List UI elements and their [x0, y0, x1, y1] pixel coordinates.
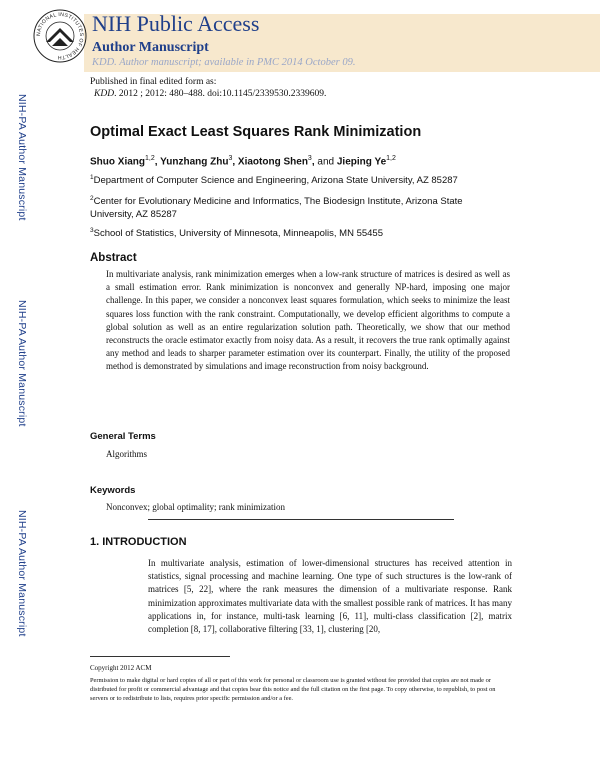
nih-public-access-title: NIH Public Access [92, 11, 260, 36]
author-name: Xiaotong Shen [237, 156, 308, 168]
nih-logo-icon [32, 8, 88, 64]
introduction-heading: 1. INTRODUCTION [90, 536, 187, 548]
author-affiliation-ref: 3 [307, 155, 312, 162]
affiliation-number: 2 [90, 195, 94, 202]
sidebar-label: NIH-PA Author Manuscript [16, 509, 28, 637]
publication-info [90, 76, 570, 100]
citation-details: . 2012 ; 2012: 480–488. doi:10.1145/2339530.2339609. [114, 89, 327, 99]
author-name: Yunzhang Zhu [160, 156, 229, 168]
abstract-heading: Abstract [90, 252, 137, 264]
affiliation-number: 3 [90, 227, 94, 234]
journal-name: KDD [94, 89, 115, 99]
svg-text:NATIONAL INSTITUTES OF HEALTH [36, 12, 84, 60]
paper-title: Optimal Exact Least Squares Rank Minimization [90, 124, 422, 140]
author-affiliation-ref: 3 [228, 155, 233, 162]
affiliation-text: School of Statistics, University of Minnesota, Minneapolis, MN 55455 [93, 228, 383, 240]
author-list: Shuo Xiang$^{1,2}$, Yunzhang Zhu$^3$, Xiaotong Shen$^3$, and Jieping Ye$^{1,2}$ [90, 155, 396, 168]
citation [90, 88, 570, 100]
footnote-divider [90, 656, 230, 657]
affiliation [90, 192, 480, 221]
general-terms-text: Algorithms [106, 449, 148, 459]
author-affiliation-ref: 1,2 [145, 155, 155, 162]
affiliation-text: Department of Computer Science and Engineering, Arizona State University, AZ 85287 [93, 175, 458, 187]
introduction-text: In multivariate analysis, estimation of lower-dimensional structures has received attention in statistics, signal processing and machine learning. One type of such structures is the low-rank of matrices [5, 22], where the rank measures the dimension of a multivariate response. Rank minimization approximates multivariate data with the smallest possible rank of matrices. It has many applications in, for instance, multi-task learning [6, 11], multi-class classification [2], matrix completion [8, 17], collaborative filtering [33, 1], clustering [20, [148, 558, 512, 635]
author-name: Shuo Xiang [90, 156, 145, 168]
sidebar-label: NIH-PA Author Manuscript [16, 299, 28, 427]
copyright-notice: Copyright 2012 ACM [90, 664, 152, 672]
keywords-text: Nonconvex; global optimality; rank minimization [106, 502, 285, 512]
permission-notice: Permission to make digital or hard copies of all or part of this work for personal or classroom use is granted without fee provided that copies are not made or distributed for profit or commercial advantage and that copies bear this notice and the full citation on the first page. To copy otherwise, to republish, to post on servers or to redistribute to lists, requires prior specific permission and/or a fee. [90, 677, 496, 702]
author-manuscript-label: Author Manuscript [92, 40, 209, 55]
author-name: Jieping Ye [336, 156, 387, 168]
author-affiliation-ref: 1,2 [386, 155, 396, 162]
divider [148, 519, 454, 520]
affiliation-number: 1 [90, 174, 94, 181]
affiliation [90, 224, 480, 240]
availability-note: KDD. Author manuscript; available in PMC 2014 October 09. [92, 57, 356, 68]
author-conjunction: and [317, 156, 335, 168]
sidebar-label: NIH-PA Author Manuscript [16, 93, 28, 221]
abstract-text: In multivariate analysis, rank minimization emerges when a low-rank structure of matrices is desired as well as a small estimation error. Rank minimization is nonconvex and generally NP-hard, imposing one major challenge. In this paper, we consider a nonconvex least squares formulation, which seeks to minimize the least squares loss function with the rank constraint. Computationally, we develop efficient algorithms to compute a global solution as well as an entire regularization solution path. Theoretically, we show that our method reconstructs the oracle estimator exactly from noisy data. As a result, it recovers the true rank optimally against any method and leads to sharper parameter estimation over its counterpart. Finally, the utility of the proposed method is demonstrated by simulations and image reconstruction from noisy background. [106, 269, 510, 372]
general-terms-heading: General Terms [90, 431, 156, 442]
affiliation [90, 171, 480, 187]
affiliation-text: Center for Evolutionary Medicine and Informatics, The Biodesign Institute, Arizona State University, AZ 85287 [90, 196, 463, 221]
published-note: Published in final edited form as: [90, 77, 217, 87]
keywords-heading: Keywords [90, 485, 136, 496]
logo-text: NATIONAL INSTITUTES OF HEALTH [35, 11, 85, 61]
